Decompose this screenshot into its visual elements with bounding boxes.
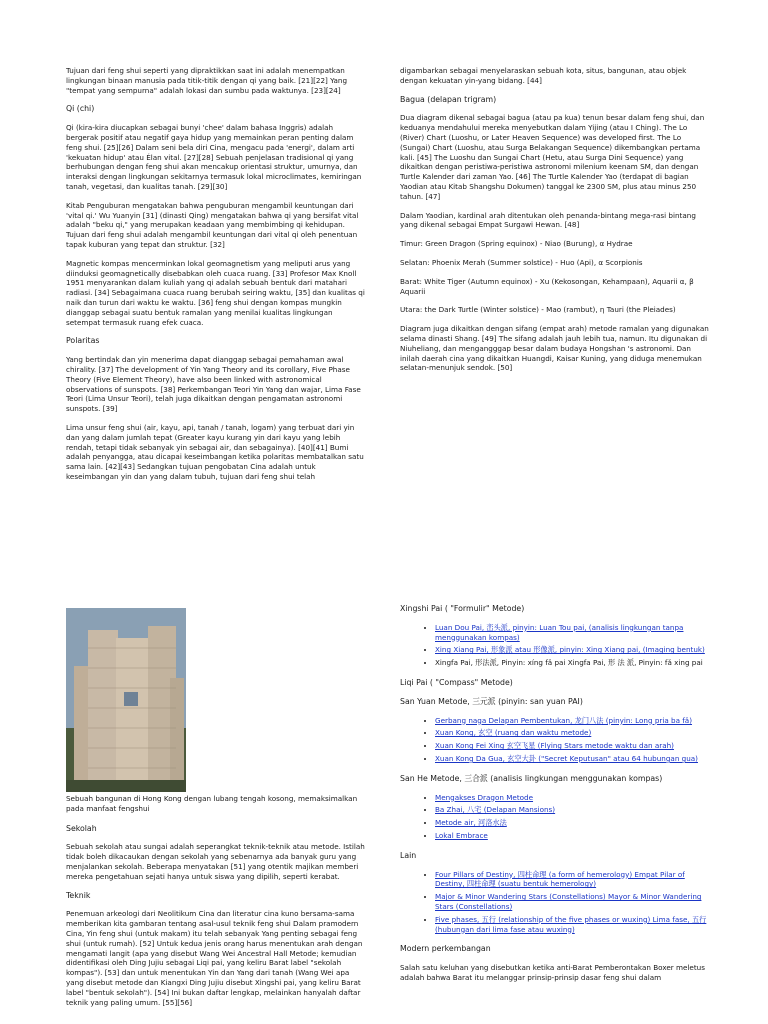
paragraph-magnetic: Magnetic kompas mencerminkan lokal geomagnetism yang meliputi arus yang diinduksi geomagnetically disebabkan oleh cuaca ruang. [33] Profesor Max Knoll 1951 menyarankan dalam kuliah yang qi adalah sebuah bentuk dari matahari radiasi. [34] Sebagaimana cuaca ruang berubah seiring waktu, [35] dan kualitas qi naik dan turun dari waktu ke waktu. [36] feng shui dengan kompas mungkin dianggap sebagai suatu bentuk ramalan yang menilai kualitas lingkungan setempat termasuk ruang efek cuaca.	[66, 258, 365, 327]
left-column-top	[66, 66, 366, 491]
list-item[interactable]: • Xuan Kong Da Gua, 玄空大卦 ("Secret Keputusan" atau 64 hubungan gua)	[435, 754, 710, 764]
right-column-top	[400, 66, 710, 382]
hong-kong-building-photo	[66, 608, 186, 792]
lain-list	[400, 870, 710, 935]
san-yuan-list	[400, 716, 710, 764]
list-item[interactable]: • Lokal Embrace	[435, 831, 710, 841]
paragraph-modern: Salah satu keluhan yang disebutkan ketika anti-Barat Pemberontakan Boxer meletus adalah bahwa Barat itu melanggar prinsip-prinsip dasar feng shui dalam	[400, 963, 705, 982]
paragraph-teknik: Penemuan arkeologi dari Neolitikum Cina dan literatur cina kuno bersama-sama memberikan kita gambaran tentang asal-usul teknik feng shui Dalam pramodern Cina, Yin feng shui (untuk makam) itu telah sebanyak Yang penting sebagai feng shui (untuk rumah). [52] Untuk kedua jenis orang harus menentukan arah dengan mengamati langit (apa yang disebut Wang Wei Ancestral Hall Metode; kemudian didentifikasi oleh Ding Jujiu sebagai Liqi pai, yang keliru Barat label "sekolah kompas"). [53] dan untuk menentukan Yin dan Yang dari tanah (Wang Wei apa yang disebut metode dan Kiangxi Ding Jujiu disebut Xingshi pai, yang keliru Barat label "bentuk sekolah"). [54] Ini bukan daftar lengkap, melainkan hanyalah daftar teknik yang paling umum. [55][56]	[66, 909, 363, 1007]
list-item[interactable]: • Major & Minor Wandering Stars (Constellations) Mayor & Minor Wandering Stars (Constellations)	[435, 892, 710, 912]
paragraph-sifang: Diagram juga dikaitkan dengan sifang (empat arah) metode ramalan yang digunakan selama dinasti Shang. [49] The sifang adalah jauh lebih tua, namun. Itu digunakan di Niuheliang, dan mengangggap besar dalam budaya Hongshan 's astronomi. Dan inilah daerah cina yang dikaitkan Huangdi, Kaisar Kuning, yang diduga menemukan selatan-menunjuk sendok. [50]	[400, 324, 709, 373]
list-item[interactable]: • Four Pillars of Destiny, 四柱命理 (a form of hemerology) Empat Pilar of Destiny, 四柱命理 (suatu bentuk hemerology)	[435, 870, 710, 890]
list-item[interactable]: • Mengakses Dragon Metode	[435, 793, 710, 803]
paragraph-intro: Tujuan dari feng shui seperti yang dipraktikkan saat ini adalah menempatkan lingkungan binaan manusia pada titik-titik dengan qi yang baik. [21][22] Yang "tempat yang sempurna" adalah lokasi dan sumbu pada waktunya. [23][24]	[66, 66, 348, 95]
direction-north: Utara: the Dark Turtle (Winter solstice) - Mao (rambut), η Tauri (the Pleiades)	[400, 305, 676, 315]
paragraph-sekolah: Sebuah sekolah atau sungai adalah seperangkat teknik-teknik atau metode. Istilah tidak boleh dikacaukan dengan sekolah yang sebenarnya ada banyak guru yang menjalankan sekolah. Beberapa menyatakan [51] yang otentik majikan memberi mereka pengetahuan sejati hanya untuk siswa yang dipilih, seperti kerabat.	[66, 842, 365, 881]
right-column-bottom	[400, 604, 710, 992]
heading-xingshi: Xingshi Pai ( "Formulir" Metode)	[400, 604, 525, 613]
list-item[interactable]: • Xuan Kong Fei Xing 玄空飞星 (Flying Stars metode waktu dan arah)	[435, 741, 710, 751]
list-item[interactable]: • Xuan Kong, 玄空 (ruang dan waktu metode)	[435, 728, 710, 738]
list-item[interactable]: • Gerbang naga Delapan Pembentukan, 龙门八法 (pinyin: Long pria ba fǎ)	[435, 716, 710, 726]
list-item[interactable]: • Ba Zhai, 八宅 (Delapan Mansions)	[435, 805, 710, 815]
paragraph-yinyang: Yang bertindak dan yin menerima dapat dianggap sebagai pemahaman awal chirality. [37] The development of Yin Yang Theory and its corollary, Five Phase Theory (Five Element Theory), have also been linked with astronomical observations of sunspots. [38] Perkembangan Teori Yin Yang dan wajar, Lima Fase Teori (Lima Unsur Teori), telah juga dikaitkan dengan pengamatan astronomi sunspots. [39]	[66, 355, 361, 414]
heading-teknik: Teknik	[66, 890, 91, 900]
building-illustration	[66, 608, 186, 792]
heading-san-yuan: San Yuan Metode, 三元派 (pinyin: san yuan PAI)	[400, 696, 583, 706]
heading-polaritas: Polaritas	[66, 336, 100, 346]
direction-south: Selatan: Phoenix Merah (Summer solstice) - Huo (Api), α Scorpionis	[400, 257, 643, 267]
heading-bagua: Bagua (delapan trigram)	[400, 94, 497, 104]
left-column-bottom	[66, 608, 366, 1016]
paragraph-continued: digambarkan sebagai menyelaraskan sebuah kota, situs, bangunan, atau objek dengan kekuatan yin-yang bidang. [44]	[400, 66, 687, 85]
heading-san-he: San He Metode, 三合派 (analisis lingkungan menggunakan kompas)	[400, 773, 663, 783]
list-item[interactable]: • Xing Xiang Pai, 形象派 atau 形像派, pinyin: Xing Xiang pai, (Imaging bentuk)	[435, 645, 710, 655]
direction-west: Barat: White Tiger (Autumn equinox) - Xu (Kekosongan, Kehampaan), Aquarii α, β Aquarii	[400, 276, 694, 296]
list-item: • Xingfa Pai, 形法派, Pinyin: xíng fǎ pai Xingfa Pai, 形 法 派, Pinyin: fǎ xing pai	[435, 658, 710, 668]
list-item[interactable]: • Five phases, 五行 (relationship of the five phases or wuxing) Lima fase, 五行 (hubungan dari lima fase atau wuxing)	[435, 915, 710, 935]
paragraph-qi: Qi (kira-kira diucapkan sebagai bunyi 'chee' dalam bahasa Inggris) adalah bergerak positif atau negatif gaya hidup yang memainkan peran penting dalam feng shui. [25][26] Dalam seni bela diri Cina, mengacu pada 'energi', dalam arti 'kekuatan hidup' atau Élan vital. [27][28] Sebuah penjelasan tradisional qi yang berhubungan dengan feng shui akan mencakup orientasi struktur, umurnya, dan interaksi dengan lingkungan sekitarnya termasuk lokal microclimates, kemiringan tanah, vegetasi, dan kualitas tanah. [29][30]	[66, 123, 362, 191]
heading-lain: Lain	[400, 850, 417, 860]
paragraph-kitab: Kitab Penguburan mengatakan bahwa penguburan mengambil keuntungan dari 'vital qi.' Wu Yuanyin [31] (dinasti Qing) mengatakan bahwa qi yang bersifat vital adalah "beku qi," yang merupakan keadaan yang membimbing qi kehidupan. Tujuan dari feng shui adalah mengambil keuntungan dari vital qi oleh penentuan tapak kuburan yang tepat dan struktur. [32]	[66, 200, 359, 249]
heading-liqi: Liqi Pai ( "Compass" Metode)	[400, 677, 513, 687]
heading-qi: Qi (chi)	[66, 104, 95, 114]
xingshi-list	[400, 623, 710, 668]
heading-sekolah: Sekolah	[66, 823, 97, 833]
paragraph-yaodian: Dalam Yaodian, kardinal arah ditentukan oleh penanda-bintang mega-rasi bintang yang dikenal sebagai Empat Surgawi Hewan. [48]	[400, 210, 696, 230]
heading-modern: Modern perkembangan	[400, 944, 491, 954]
list-item[interactable]: • Metode air, 河洛水法	[435, 818, 710, 828]
san-he-list	[400, 793, 710, 841]
list-item[interactable]: • Luan Dou Pai, 峦头派, pinyin: Luan Tou pai, (analisis lingkungan tanpa menggunakan kompas)	[435, 623, 710, 643]
paragraph-lima-unsur: Lima unsur feng shui (air, kayu, api, tanah / tanah, logam) yang terbuat dari yin dan yang dalam jumlah tepat (Greater kayu kurang yin dari kayu yang lebih rendah, tetapi tidak sebanyak yin sebagai air, dan sebagainya). [40][41] Bumi adalah penyangga, atau dicapai keseimbangan ketika polaritas membatalkan satu sama lain. [42][43] Sedangkan tujuan pengobatan Cina adalah untuk keseimbangan yin dan yang dalam tubuh, tujuan dari feng shui telah	[66, 422, 364, 481]
direction-east: Timur: Green Dragon (Spring equinox) - Niao (Burung), α Hydrae	[400, 239, 633, 249]
photo-caption: Sebuah bangunan di Hong Kong dengan lubang tengah kosong, memaksimalkan pada manfaat fengshui	[66, 794, 358, 813]
paragraph-bagua: Dua diagram dikenal sebagai bagua (atau pa kua) tenun besar dalam feng shui, dan keduanya mendahului mereka menyebutkan dalam Yijing (atau I Ching). The Lo (River) Chart (Luoshu, or Later Heaven Sequence) was developed first. The Lo (Sungai) Chart (Luoshu, atau Surga Belakangan Sequence) dikembangkan pertama kali. [45] The Luoshu dan Sungai Chart (Hetu, atau Surga Dini Sequence) yang dikaitkan dengan peristiwa-peristiwa astronomi milenium keenam SM, dan dengan Turtle Kalender dari zaman Yao. [46] The Turtle Kalender Yao (terdapat di bagian Yaodian atau Kitab Shangshu Dokumen) tanggal ke 2300 SM, plus atau minus 250 tahun. [47]	[400, 113, 705, 201]
